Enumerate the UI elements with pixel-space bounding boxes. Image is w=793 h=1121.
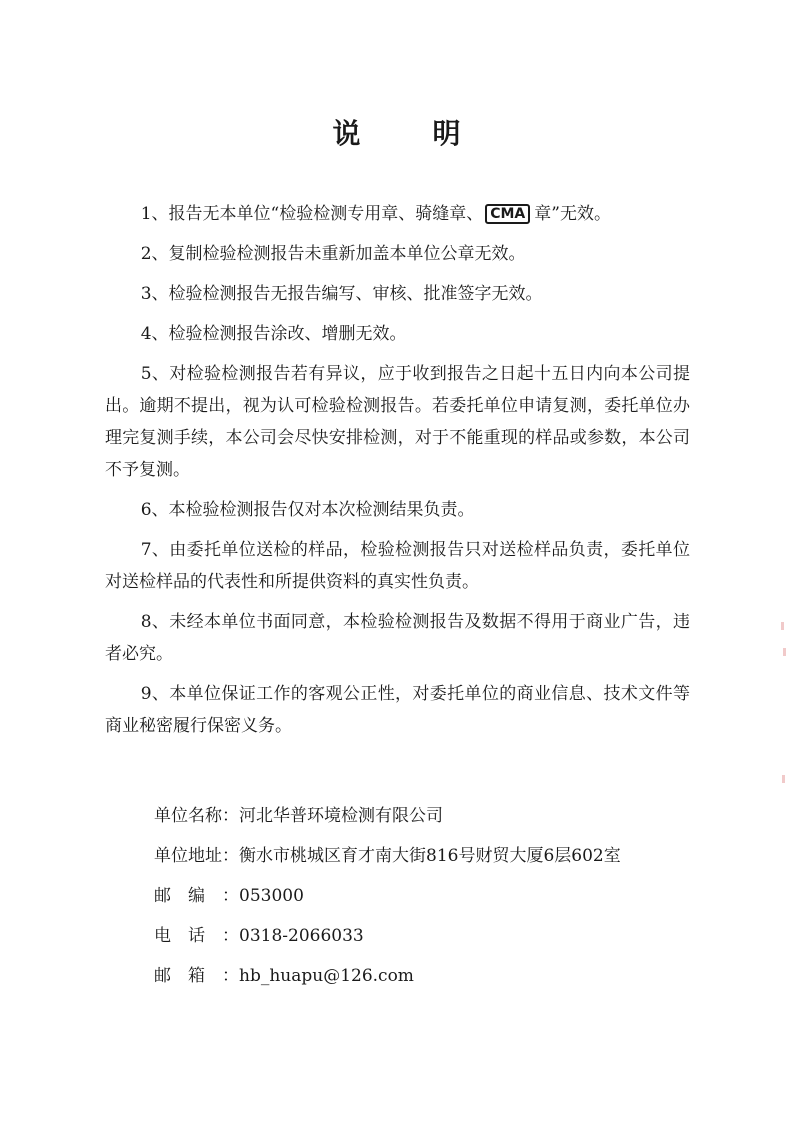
notice-item-7: 7、由委托单位送检的样品，检验检测报告只对送检样品负责，委托单位对送检样品的代表性和所提供资料的真实性负责。 — [105, 540, 690, 592]
info-value-postcode: 053000 — [239, 886, 304, 906]
title-char-1: 说 — [332, 117, 361, 150]
info-label-postcode: 邮编： — [154, 886, 239, 906]
notice-item-1 — [105, 198, 690, 230]
info-label-email: 邮箱： — [154, 966, 239, 986]
edge-stamp-mark — [783, 648, 786, 656]
info-value-phone: 0318-2066033 — [239, 926, 364, 946]
notice-item-6: 6、本检验检测报告仅对本次检测结果负责。 — [140, 500, 475, 520]
info-row-phone — [154, 916, 621, 956]
page-title — [0, 112, 793, 152]
edge-stamp-mark — [781, 622, 784, 630]
notice-item-9: 9、本单位保证工作的客观公正性，对委托单位的商业信息、技术文件等商业秘密履行保密义务。 — [105, 684, 690, 736]
notice-item-3: 3、检验检测报告无报告编写、审核、批准签字无效。 — [140, 284, 543, 304]
notice-item-4: 4、检验检测报告涂改、增删无效。 — [140, 324, 407, 344]
notice-item-2: 2、复制检验检测报告未重新加盖本单位公章无效。 — [140, 244, 526, 264]
info-value-name: 河北华普环境检测有限公司 — [239, 806, 443, 826]
info-row-email — [154, 956, 621, 996]
info-value-address: 衡水市桃城区育才南大街816号财贸大厦6层602室 — [239, 846, 621, 866]
info-label-address: 单位地址： — [154, 846, 239, 866]
notice-item-1-text: 1、报告无本单位“检验检测专用章、骑缝章、 — [140, 204, 484, 224]
info-row-postcode — [154, 876, 621, 916]
edge-stamp-mark — [782, 775, 785, 783]
notice-item-8: 8、未经本单位书面同意，本检验检测报告及数据不得用于商业广告，违者必究。 — [105, 612, 690, 664]
info-label-phone: 电话： — [154, 926, 239, 946]
cma-stamp-icon: CMA — [485, 204, 530, 224]
title-char-2: 明 — [432, 117, 461, 150]
info-row-name — [154, 796, 621, 836]
info-row-address — [154, 836, 621, 876]
company-info — [154, 796, 621, 996]
notice-list — [105, 198, 690, 750]
info-label-name: 单位名称： — [154, 806, 239, 826]
info-value-email: hb_huapu@126.com — [239, 966, 414, 986]
notice-item-5: 5、对检验检测报告若有异议，应于收到报告之日起十五日内向本公司提出。逾期不提出，视为认可检验检测报告。若委托单位申请复测，委托单位办理完复测手续，本公司会尽快安排检测，对于不能重现的样品或参数，本公司不予复测。 — [105, 364, 690, 480]
notice-item-1-text-end: 章”无效。 — [534, 204, 611, 224]
